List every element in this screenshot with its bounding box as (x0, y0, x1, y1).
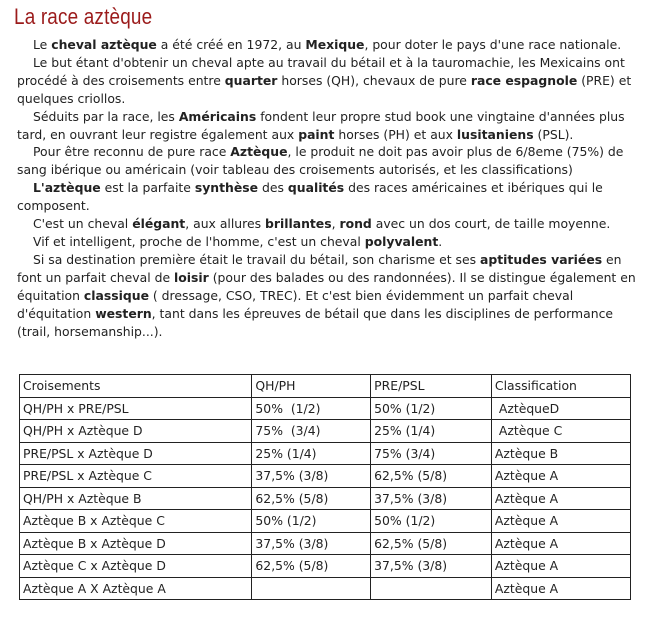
bold-text: cheval aztèque (51, 37, 157, 52)
bold-text: race espagnole (470, 72, 578, 88)
text-run: Pour être reconnu de pure race (33, 144, 231, 160)
table-row (20, 555, 631, 578)
page-title: La race aztèque (14, 4, 153, 29)
table-cell: 50% (1/2) (371, 397, 492, 420)
bold-text: loisir (174, 269, 209, 285)
table-row (20, 465, 631, 488)
paragraph (17, 215, 639, 233)
bold-text: paint (298, 126, 335, 142)
column-header: PRE/PSL (371, 375, 492, 398)
bold-text: rond (339, 216, 372, 232)
paragraph (17, 251, 639, 341)
table-cell: Aztèque A X Aztèque A (20, 577, 252, 600)
table-row (20, 442, 631, 465)
table-cell: Aztèque A (491, 465, 630, 488)
table-cell (371, 577, 492, 600)
text-run: horses (PH) et aux (334, 126, 457, 142)
text-run: (pour des balades ou des randonnées). Il se distingue également en équitation (17, 269, 636, 303)
text-run: Séduits par la race, les (33, 108, 179, 124)
table-cell: QH/PH x Aztèque D (20, 420, 252, 443)
table-cell: Aztèque A (491, 577, 630, 600)
table-cell (252, 577, 371, 600)
bold-text: aptitudes variées (480, 251, 603, 267)
bold-text: lusitaniens (456, 126, 534, 142)
crossbreeding-table (19, 374, 631, 600)
table-cell: 75% (3/4) (252, 420, 371, 443)
table-cell: Aztèque A (491, 487, 630, 510)
bold-text: western (95, 305, 152, 321)
table-cell: 62,5% (5/8) (252, 555, 371, 578)
paragraph (17, 179, 639, 215)
bold-text: polyvalent (364, 233, 439, 249)
table-cell: 37,5% (3/8) (371, 487, 492, 510)
bold-text: élégant (132, 216, 186, 232)
text-run: horses (QH), chevaux de pure (277, 72, 471, 88)
table-cell: 75% (3/4) (371, 442, 492, 465)
text-run: des (258, 180, 288, 196)
paragraph (17, 54, 639, 108)
table-cell: PRE/PSL x Aztèque C (20, 465, 252, 488)
table-cell: 37,5% (3/8) (252, 465, 371, 488)
table-cell: Aztèque C x Aztèque D (20, 555, 252, 578)
bold-text: qualités (287, 180, 345, 196)
text-run: fondent leur propre stud book une vingtaine d'années plus tard, en ouvrant leur registre également aux (17, 108, 625, 142)
text-run: . (438, 233, 443, 249)
text-run: , le produit ne doit pas avoir plus de 6/8eme (75%) de sang ibérique ou américain (voir tableau des croisements autorisés, et les classifications) (17, 144, 624, 178)
paragraph (17, 108, 639, 144)
bold-text: brillantes (264, 216, 332, 232)
table-cell: AztèqueD (491, 397, 630, 420)
table-cell: Aztèque C (491, 420, 630, 443)
table-row (20, 420, 631, 443)
bold-text: Aztèque (230, 144, 288, 160)
bold-text: Américains (178, 108, 257, 124)
table-cell: 50% (1/2) (252, 510, 371, 533)
table-cell: Aztèque B x Aztèque D (20, 532, 252, 555)
text-run: est la parfaite (100, 180, 195, 196)
text-run: avec un dos court, de taille moyenne. (371, 216, 611, 232)
table-row (20, 510, 631, 533)
bold-text: L'aztèque (33, 180, 101, 196)
text-run: a été créé en 1972, au (156, 37, 306, 52)
bold-text: quarter (224, 72, 278, 88)
text-run: Le but étant d'obtenir un cheval apte au travail du bétail et à la tauromachie, les Mexicains ont procédé à des croisements entre (17, 54, 625, 88)
table-cell: Aztèque A (491, 510, 630, 533)
text-run: , (331, 216, 340, 232)
paragraph (17, 143, 639, 179)
column-header: QH/PH (252, 375, 371, 398)
text-run: ( dressage, CSO, TREC). Et c'est bien évidemment un parfait cheval d'équitation (17, 287, 574, 321)
table-cell: 62,5% (5/8) (252, 487, 371, 510)
bold-text: synthèse (194, 180, 259, 196)
table-cell: 62,5% (5/8) (371, 465, 492, 488)
table-cell: Aztèque A (491, 532, 630, 555)
text-run: , pour doter le pays d'une race nationale. (364, 37, 622, 52)
table-cell: QH/PH x PRE/PSL (20, 397, 252, 420)
text-run: Vif et intelligent, proche de l'homme, c'est un cheval (33, 233, 365, 249)
table-row (20, 487, 631, 510)
text-run: C'est un cheval (33, 216, 133, 232)
text-run: (PSL). (533, 126, 574, 142)
article-body (17, 36, 639, 340)
text-run: , aux allures (185, 216, 265, 232)
table-row (20, 577, 631, 600)
paragraph (17, 233, 639, 251)
table-cell: 62,5% (5/8) (371, 532, 492, 555)
text-run: en font un parfait cheval de (17, 251, 622, 285)
text-run: , tant dans les épreuves de bétail que dans les disciplines de performance (trail, horsemanship...). (17, 305, 614, 339)
table-cell: 37,5% (3/8) (252, 532, 371, 555)
table-cell: 25% (1/4) (371, 420, 492, 443)
paragraph (17, 36, 639, 54)
table-row (20, 397, 631, 420)
bold-text: classique (83, 287, 149, 303)
table-cell: 37,5% (3/8) (371, 555, 492, 578)
bold-text: Mexique (305, 37, 365, 52)
table-cell: Aztèque A (491, 555, 630, 578)
text-run: (PRE) et quelques criollos. (17, 72, 632, 106)
table-cell: Aztèque B (491, 442, 630, 465)
text-run: des races américaines et ibériques qui le composent. (17, 180, 603, 214)
table-cell: Aztèque B x Aztèque C (20, 510, 252, 533)
table-cell: QH/PH x Aztèque B (20, 487, 252, 510)
table-row (20, 532, 631, 555)
table-cell: 50% (1/2) (252, 397, 371, 420)
text-run: Si sa destination première était le travail du bétail, son charisme et ses (33, 251, 481, 267)
table-cell: 50% (1/2) (371, 510, 492, 533)
column-header: Croisements (20, 375, 252, 398)
table-cell: 25% (1/4) (252, 442, 371, 465)
table-cell: PRE/PSL x Aztèque D (20, 442, 252, 465)
text-run: Le (33, 37, 52, 52)
table-header-row (20, 375, 631, 398)
column-header: Classification (491, 375, 630, 398)
